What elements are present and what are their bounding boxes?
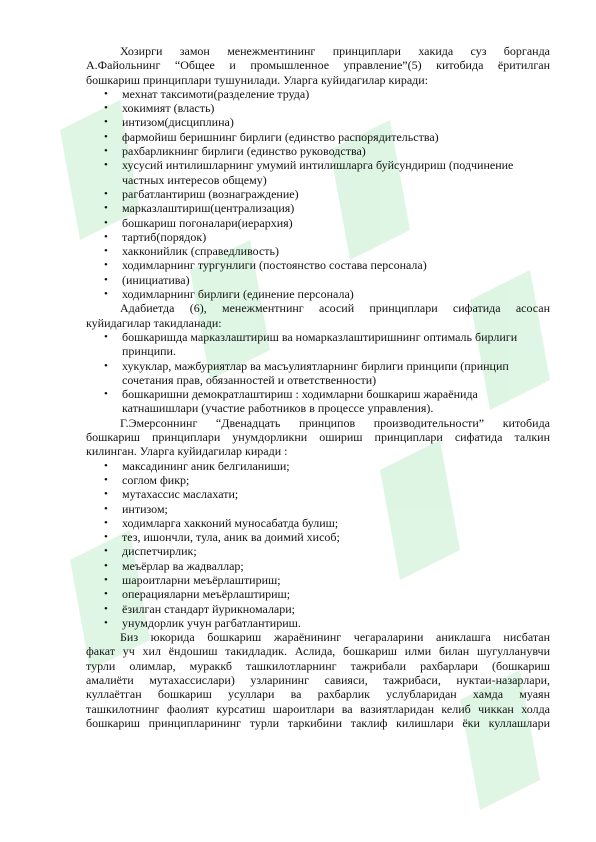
text-line: куйидагилар такидланади: (86, 315, 222, 330)
bullet-icon: • (104, 545, 108, 558)
bullet-icon: • (104, 488, 108, 501)
text-line: А.Файольнинг “Общее и промышленное управление”(5) китобида ёритилган (86, 58, 550, 73)
list-item: • интизом(дисциплина) (104, 115, 234, 130)
text-line: турли олимлар, мураккб ташкилотларнинг тажрибали рахбарлари (бошкариш (86, 658, 550, 673)
text-line: бошкариш принциплари унумдорликни ошириш принциплари сифатида талкин (86, 430, 550, 445)
text-line: куллаётган бошкариш усуллари ва рахбарлик услубларидан хамда муаян (86, 687, 550, 702)
bullet-icon: • (104, 116, 108, 129)
list-item: • соглом фикр; (104, 472, 190, 487)
list-item: • диспетчирлик; (104, 544, 197, 559)
bullet-icon: • (104, 216, 108, 229)
bullet-icon: • (104, 502, 108, 515)
text-line: килинган. Уларга куйидагилар киради : (86, 444, 288, 459)
list-item: • интизом; (104, 501, 168, 516)
bullet-icon: • (104, 588, 108, 601)
core-principles-list (86, 330, 550, 416)
bullet-icon: • (104, 459, 108, 472)
bullet-icon: • (104, 531, 108, 544)
list-item: • максадининг аник белгиланиши; (104, 458, 290, 473)
text-line: Биз юкорида бошкариш жараёнининг чегараларини аниклашга нисбатан (120, 630, 550, 645)
bullet-icon: • (104, 245, 108, 258)
bullet-icon: • (104, 516, 108, 529)
list-item: • ходимларнинг бирлиги (единение персонала) (104, 287, 354, 302)
text-line: амалиёти мутахассислари) узларининг савияси, тажрибаси, нуктаи-назарлари, (86, 673, 550, 688)
list-item: • бошкаришни демократлаштириш : ходимларни бошкариш жараёнида катнашишлари (участие работников в процессе управления). (104, 387, 478, 416)
list-item: • хукуклар, мажбуриятлар ва масъулиятларнинг бирлиги принципи (принцип сочетания прав, обязанностей и ответственности) (104, 358, 509, 387)
emerson-paragraph (86, 416, 550, 459)
list-item: • хокимият (власть) (104, 101, 215, 116)
bullet-icon: • (104, 145, 108, 158)
bullet-icon: • (104, 602, 108, 615)
list-item: • хусусий интилишларнинг умумий интилишларга буйсундириш (подчинение частных интересов общему) (104, 158, 514, 187)
literature-paragraph (86, 301, 550, 330)
list-item: • бошкариш погоналари(иерархия) (104, 215, 293, 230)
list-item: • операцияларни меъёрлаштириш; (104, 587, 291, 602)
bullet-icon: • (104, 330, 108, 343)
emerson-principles-list (86, 459, 550, 631)
bullet-icon: • (104, 130, 108, 143)
bullet-icon: • (104, 87, 108, 100)
fayol-principles-list (86, 87, 550, 301)
text-line: ташкилотнинг фаолият курсатиш шароитлари ва вазиятларидан келиб чиккан холда (86, 701, 550, 716)
bullet-icon: • (104, 573, 108, 586)
bullet-icon: • (104, 359, 108, 372)
text-line: факат уч хил ёндошиш такидладик. Аслида, бошкариш илми билан шугулланувчи (86, 644, 550, 659)
list-item: • ёзилган стандарт йурикномалари; (104, 601, 296, 616)
bullet-icon: • (104, 102, 108, 115)
bullet-icon: • (104, 230, 108, 243)
list-item: • ходимларга хакконий муносабатда булиш; (104, 515, 339, 530)
bullet-icon: • (104, 473, 108, 486)
text-line: Хозирги замон менежментининг принциплари хакида суз борганда (120, 44, 550, 58)
list-item: • мутахассис маслахати; (104, 487, 239, 502)
bullet-icon: • (104, 273, 108, 286)
document-page (86, 44, 550, 730)
list-item: • тартиб(порядок) (104, 229, 207, 244)
bullet-icon: • (104, 388, 108, 401)
list-item: • хакконийлик (справедливость) (104, 244, 279, 259)
list-item: • шароитларни меъёрлаштириш; (104, 572, 281, 587)
text-line: бошкариш принциплари тушунилади. Уларга куйидагилар киради: (86, 72, 428, 87)
list-item: • рахбарликнинг бирлиги (единство руководства) (104, 144, 366, 159)
bullet-icon: • (104, 159, 108, 172)
list-item: • рагбатлантириш (вознаграждение) (104, 186, 299, 201)
list-item: • тез, ишончли, тула, аник ва доимий хисоб; (104, 530, 340, 545)
list-item: • ходимларнинг тургунлиги (постоянство состава персонала) (104, 258, 427, 273)
bullet-icon: • (104, 202, 108, 215)
list-item: • бошкаришда марказлаштириш ва номарказлаштиришнинг оптималь бирлиги принципи. (104, 329, 518, 359)
text-line: Адабиетда (6), менежментнинг асосий принциплари сифатида асосан (120, 301, 550, 316)
text-line: Г.Эмерсоннинг “Двенадцать принципов производительности” китобида (120, 415, 550, 430)
bullet-icon: • (104, 288, 108, 301)
bullet-icon: • (104, 187, 108, 200)
list-item: • меъёрлар ва жадваллар; (104, 558, 244, 573)
bullet-icon: • (104, 559, 108, 572)
intro-paragraph (86, 44, 550, 87)
list-item: • марказлаштириш(централизация) (104, 201, 295, 216)
text-line: бошкариш принципларининг турли таркибини таклиф килишлари ёки куллашлари (86, 715, 550, 730)
list-item: • (инициатива) (104, 272, 190, 287)
conclusion-paragraph (86, 630, 550, 730)
list-item: • унумдорлик учун рагбатлантириш. (104, 615, 301, 630)
list-item: • мехнат таксимоти(разделение труда) (104, 86, 310, 101)
list-item: • фармойиш беришнинг бирлиги (единство распорядительства) (104, 129, 439, 144)
bullet-icon: • (104, 259, 108, 272)
bullet-icon: • (104, 616, 108, 629)
